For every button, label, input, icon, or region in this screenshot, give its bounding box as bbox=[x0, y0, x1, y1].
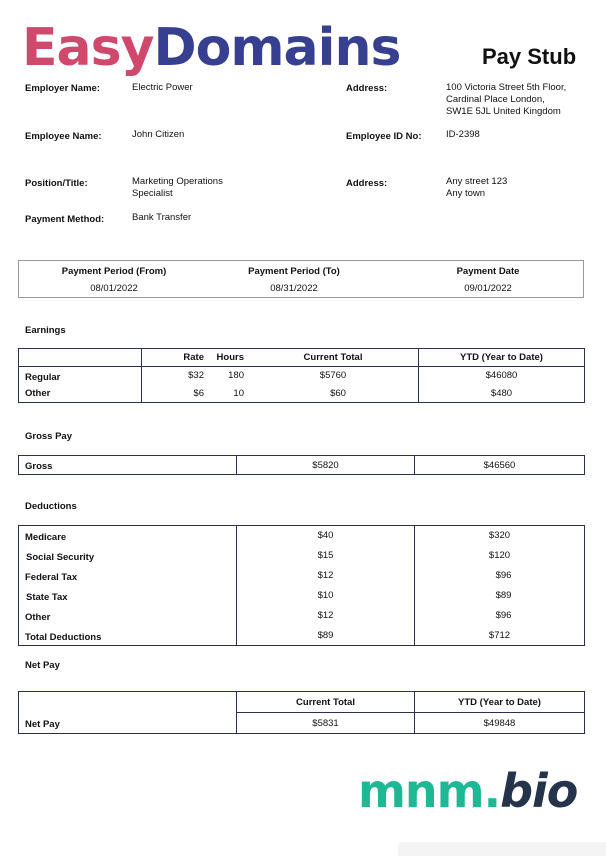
deduction-ytd: $320 bbox=[415, 526, 585, 546]
hours-header: Hours bbox=[216, 352, 244, 363]
gross-row bbox=[19, 456, 585, 475]
gross-pay-table bbox=[18, 455, 585, 475]
deduction-row bbox=[19, 606, 585, 626]
net-pay-current-header: Current Total bbox=[237, 692, 415, 713]
payment-date-value: 09/01/2022 bbox=[464, 283, 512, 294]
earnings-row-label: Regular bbox=[25, 371, 61, 383]
period-from-label: Payment Period (From) bbox=[61, 266, 167, 277]
period-to-label: Payment Period (To) bbox=[248, 266, 340, 277]
deduction-current: $10 bbox=[237, 586, 415, 606]
net-pay-label: Net Pay bbox=[25, 719, 60, 730]
earnings-header-hours bbox=[204, 349, 248, 367]
earnings-header-rate bbox=[142, 349, 205, 367]
address-line: 100 Victoria Street 5th Floor, bbox=[446, 82, 567, 93]
deduction-label: Social Security bbox=[26, 552, 95, 563]
deduction-label: Federal Tax bbox=[25, 572, 78, 583]
position-value bbox=[132, 176, 223, 200]
deduction-total-current: $89 bbox=[237, 626, 415, 646]
earnings-row-hours: 10 bbox=[233, 387, 244, 399]
employer-address-value bbox=[446, 82, 566, 118]
deduction-ytd: $96 bbox=[415, 566, 585, 586]
payment-date-label: Payment Date bbox=[456, 266, 520, 277]
employee-address-label: Address: bbox=[346, 178, 388, 189]
earnings-row-rate: $6 bbox=[142, 385, 205, 403]
earnings-row-ytd: $480 bbox=[419, 385, 585, 403]
deduction-row bbox=[19, 566, 585, 586]
deduction-row bbox=[19, 586, 585, 606]
period-from-value: 08/01/2022 bbox=[90, 283, 138, 294]
deductions-heading: Deductions bbox=[25, 501, 77, 512]
period-to bbox=[199, 266, 389, 294]
deduction-ytd: $89 bbox=[415, 586, 585, 606]
earnings-header-current: Current Total bbox=[248, 349, 419, 367]
net-pay-heading: Net Pay bbox=[25, 660, 60, 671]
earnings-row bbox=[19, 385, 585, 403]
earnings-row bbox=[19, 367, 585, 385]
earnings-row-hours: 180 bbox=[228, 370, 244, 382]
position-line: Marketing Operations bbox=[132, 176, 223, 187]
period-to-value: 08/31/2022 bbox=[270, 283, 318, 294]
earnings-table bbox=[18, 348, 585, 403]
earnings-header-blank bbox=[19, 349, 142, 367]
gross-pay-heading: Gross Pay bbox=[25, 431, 72, 442]
deduction-current: $40 bbox=[237, 526, 415, 546]
earnings-header-row bbox=[19, 349, 585, 367]
deduction-ytd: $96 bbox=[415, 606, 585, 626]
deduction-current: $12 bbox=[237, 606, 415, 626]
logo-part-domains: Domains bbox=[153, 18, 401, 78]
address-line: SW1E 5JL United Kingdom bbox=[446, 106, 561, 117]
payment-date bbox=[393, 266, 583, 294]
earnings-row-current: $60 bbox=[330, 387, 346, 399]
employee-address-value bbox=[446, 176, 507, 200]
document-title: Pay Stub bbox=[482, 44, 577, 69]
employer-value: Electric Power bbox=[132, 82, 193, 93]
employee-id-label: Employee ID No: bbox=[346, 131, 422, 142]
payment-period-box bbox=[18, 260, 584, 298]
footer-bar bbox=[398, 842, 606, 856]
position-line: Specialist bbox=[132, 188, 173, 199]
employee-id-value: ID-2398 bbox=[446, 129, 480, 140]
deduction-total-row bbox=[19, 626, 585, 646]
deduction-total-ytd: $712 bbox=[415, 626, 585, 646]
earnings-row-ytd: $46080 bbox=[419, 367, 585, 385]
net-pay-table bbox=[18, 691, 585, 734]
net-pay-ytd-header: YTD (Year to Date) bbox=[415, 692, 585, 713]
earnings-row-label: Other bbox=[25, 387, 51, 399]
company-logo bbox=[22, 18, 400, 78]
deduction-row bbox=[19, 546, 585, 566]
logo-part-easy: Easy bbox=[22, 18, 154, 78]
gross-ytd: $46560 bbox=[415, 456, 585, 475]
earnings-header-ytd: YTD (Year to Date) bbox=[419, 349, 585, 367]
address-line: Any street 123 bbox=[446, 176, 508, 187]
watermark-logo bbox=[358, 764, 577, 818]
employer-address-label: Address: bbox=[346, 83, 388, 94]
net-pay-header-row bbox=[19, 692, 585, 713]
deduction-label: Other bbox=[25, 612, 51, 623]
deduction-label: State Tax bbox=[26, 592, 68, 603]
watermark-part-mnm: mnm. bbox=[358, 764, 501, 818]
address-line: Any town bbox=[446, 188, 486, 199]
employee-name-label: Employee Name: bbox=[25, 131, 102, 142]
net-pay-current: $5831 bbox=[237, 713, 415, 734]
net-pay-ytd: $49848 bbox=[415, 713, 585, 734]
employee-name-value: John Citizen bbox=[132, 129, 185, 140]
earnings-heading: Earnings bbox=[25, 325, 66, 336]
watermark-part-bio: bio bbox=[500, 764, 578, 818]
address-line: Cardinal Place London, bbox=[446, 94, 545, 105]
gross-label: Gross bbox=[25, 461, 53, 472]
payment-method-label: Payment Method: bbox=[25, 214, 105, 225]
deduction-ytd: $120 bbox=[415, 546, 585, 566]
deduction-current: $12 bbox=[237, 566, 415, 586]
earnings-row-rate: $32 bbox=[142, 367, 205, 385]
deduction-current: $15 bbox=[237, 546, 415, 566]
rate-header: Rate bbox=[183, 352, 204, 363]
earnings-row-current: $5760 bbox=[319, 370, 347, 382]
payment-method-value: Bank Transfer bbox=[132, 212, 192, 223]
deductions-table bbox=[18, 525, 585, 646]
period-from bbox=[19, 266, 209, 294]
deduction-label: Medicare bbox=[25, 532, 67, 544]
position-label: Position/Title: bbox=[25, 178, 88, 189]
deduction-total-label: Total Deductions bbox=[25, 631, 102, 643]
employer-label: Employer Name: bbox=[25, 83, 100, 94]
gross-current: $5820 bbox=[237, 456, 415, 475]
deduction-row bbox=[19, 526, 585, 546]
